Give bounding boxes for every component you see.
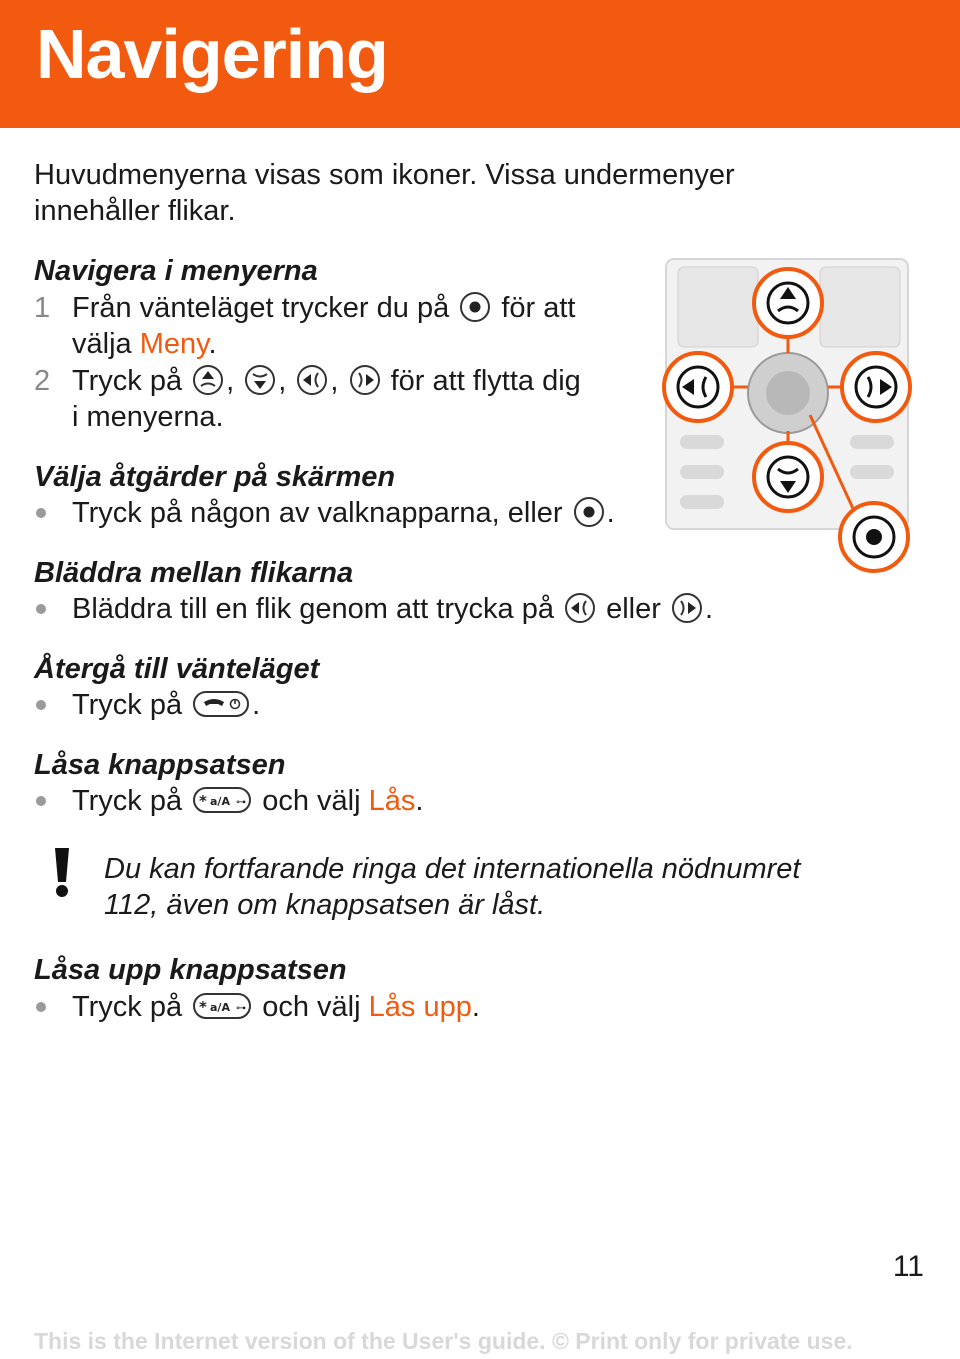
section-heading-select: Välja åtgärder på skärmen xyxy=(34,461,396,493)
standby-bullet-text xyxy=(72,687,260,723)
step-text: Från vänteläget trycker du på xyxy=(72,292,450,324)
punctuation: . xyxy=(208,328,217,360)
section-heading-tabs: Bläddra mellan flikarna xyxy=(34,557,354,589)
step-2-line1 xyxy=(72,363,581,399)
bullet-text: eller xyxy=(606,593,661,625)
svg-text:*: * xyxy=(199,998,208,1017)
phone-keypad-illustration xyxy=(660,255,920,590)
bullet-text: och välj xyxy=(262,785,361,817)
section-heading-lock: Låsa knappsatsen xyxy=(34,749,286,781)
svg-text:*: * xyxy=(199,792,208,811)
center-select-icon xyxy=(573,496,605,528)
separator: , xyxy=(278,365,287,397)
punctuation: . xyxy=(471,991,480,1023)
punctuation: . xyxy=(415,785,424,817)
svg-text:⊶: ⊶ xyxy=(236,1003,247,1015)
menu-link[interactable]: Meny xyxy=(139,328,209,360)
step-text: för att flytta dig xyxy=(390,365,581,397)
nav-left-icon xyxy=(564,592,596,624)
bullet xyxy=(36,796,46,806)
separator: , xyxy=(226,365,235,397)
select-bullet-text xyxy=(72,495,615,531)
intro-text-line1: Huvudmenyerna visas som ikoner. Vissa undermenyer xyxy=(34,159,735,191)
step-1-line1 xyxy=(72,290,575,326)
bullet-text: Bläddra till en flik genom att trycka på xyxy=(72,593,554,625)
bullet xyxy=(36,508,46,518)
bullet-text: Tryck på xyxy=(72,991,183,1023)
step-text: för att xyxy=(501,292,576,324)
bullet-text: och välj xyxy=(262,991,361,1023)
punctuation: . xyxy=(704,593,714,625)
star-key-icon xyxy=(192,785,252,815)
nav-up-icon xyxy=(192,364,224,396)
step-text: Tryck på xyxy=(72,365,183,397)
page-header xyxy=(0,0,960,128)
svg-text:⊶: ⊶ xyxy=(236,797,247,809)
section-heading-standby: Återgå till vänteläget xyxy=(34,653,320,685)
bullet xyxy=(36,1002,46,1012)
footer-disclaimer: This is the Internet version of the User's guide. © Print only for private use. xyxy=(34,1328,853,1354)
lock-bullet-text xyxy=(72,783,423,819)
nav-down-icon xyxy=(244,364,276,396)
note-line2: 112, även om knappsatsen är låst. xyxy=(104,889,546,921)
center-select-icon xyxy=(459,291,491,323)
nav-right-icon xyxy=(671,592,703,624)
separator: , xyxy=(330,365,339,397)
section-heading-navigate: Navigera i menyerna xyxy=(34,255,318,287)
nav-left-icon xyxy=(296,364,328,396)
step-2-line2: i menyerna. xyxy=(72,401,224,433)
star-key-label: a/A xyxy=(210,795,231,809)
nav-right-icon xyxy=(349,364,381,396)
bullet-text: Tryck på någon av valknapparna, eller xyxy=(72,497,563,529)
page-title: Navigering xyxy=(36,15,388,93)
punctuation: . xyxy=(252,689,261,721)
star-key-label: a/A xyxy=(210,1001,231,1015)
bullet-text: Tryck på xyxy=(72,689,183,721)
bullet-text: Tryck på xyxy=(72,785,183,817)
unlock-bullet-text xyxy=(72,989,480,1025)
page-number: 11 xyxy=(892,1250,924,1283)
unlock-link[interactable]: Lås upp xyxy=(368,991,472,1023)
step-number: 1 xyxy=(34,292,51,324)
section-heading-unlock: Låsa upp knappsatsen xyxy=(34,954,347,986)
punctuation: . xyxy=(606,497,615,529)
intro-text-line2: innehåller flikar. xyxy=(34,195,236,227)
step-number: 2 xyxy=(34,365,51,397)
step-1-line2 xyxy=(72,326,217,362)
end-call-key-icon xyxy=(192,689,250,719)
bullet xyxy=(36,604,46,614)
lock-link[interactable]: Lås xyxy=(368,785,416,817)
note-line1: Du kan fortfarande ringa det internationella nödnumret xyxy=(104,853,801,885)
step-text: välja xyxy=(72,328,132,360)
star-key-icon xyxy=(192,991,252,1021)
tabs-bullet-text xyxy=(72,591,713,627)
warning-icon xyxy=(50,848,74,903)
bullet xyxy=(36,700,46,710)
